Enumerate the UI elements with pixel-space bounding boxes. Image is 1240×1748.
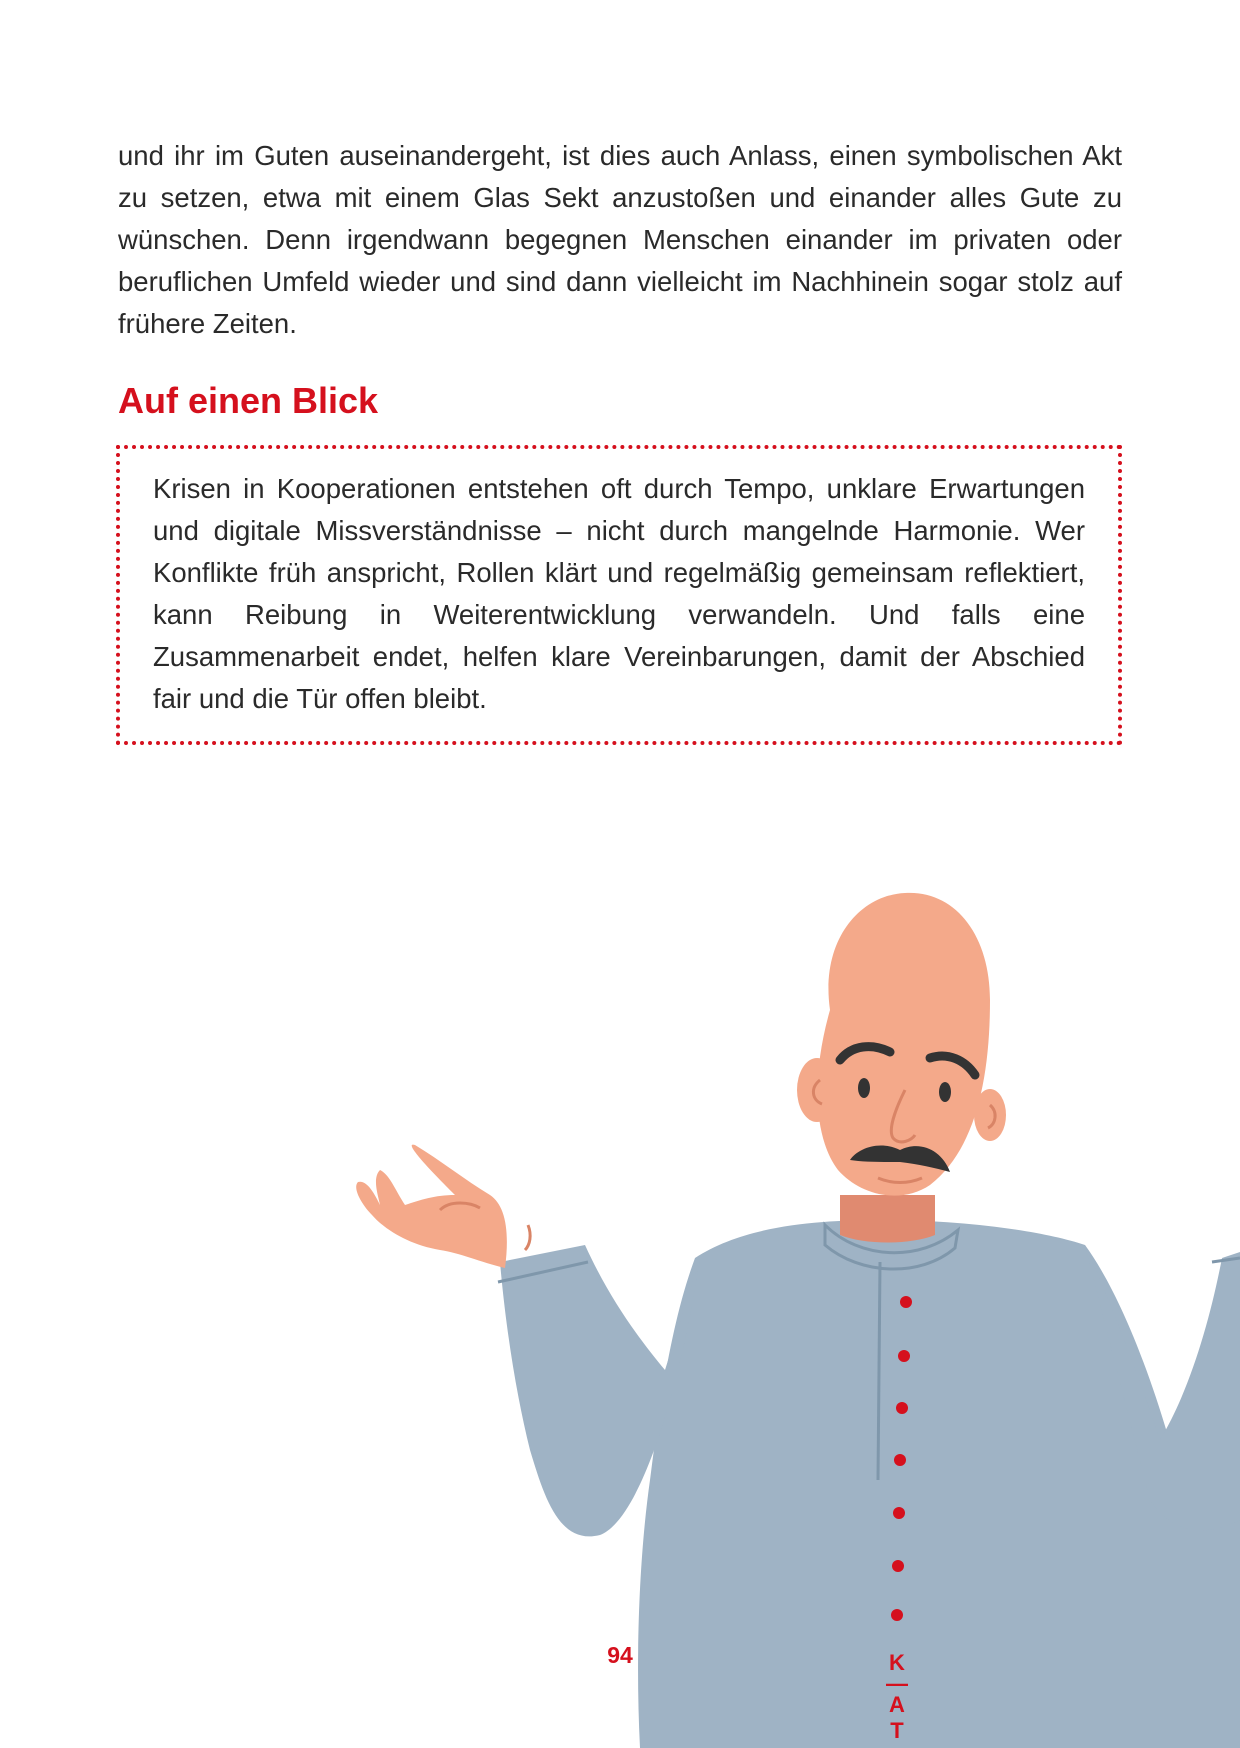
shirt-placket <box>878 1262 880 1480</box>
shirt-letters <box>884 1650 910 1744</box>
right-eye <box>939 1082 951 1102</box>
shirt-letter: — <box>886 1671 908 1696</box>
shirt-letter: K <box>889 1650 905 1675</box>
intro-paragraph: und ihr im Guten auseinandergeht, ist dies auch Anlass, einen symbolischen Akt zu setzen, etwa mit einem Glas Sekt anzustoßen und einander alles Gute zu wünschen. Denn irgendwann begegnen Menschen einander im privaten oder beruflichen Umfeld wieder und sind dann vielleicht im Nachhinein sogar stolz auf frühere Zeiten. <box>118 140 1122 339</box>
summary-text: Krisen in Kooperationen entstehen oft durch Tempo, unklare Erwartungen und digitale Missverständnisse – nicht durch mangelnde Harmonie. Wer Konflikte früh anspricht, Rollen klärt und regelmäßig gemeinsam reflektiert, kann Reibung in Weiterentwicklung verwandeln. Und falls eine Zusammenarbeit endet, helfen klare Vereinbarungen, damit der Abschied fair und die Tür offen bleibt. <box>153 473 1085 714</box>
left-eye <box>858 1078 870 1098</box>
left-ear <box>797 1058 837 1122</box>
right-ear <box>974 1089 1006 1141</box>
neck <box>840 1195 935 1243</box>
summary-heading: Auf einen Blick <box>118 380 379 421</box>
thumb-line <box>525 1225 530 1250</box>
page-number: 94 <box>607 1642 633 1668</box>
shirt-letter: T <box>890 1718 904 1743</box>
shirt-letter: A <box>889 1692 905 1717</box>
raised-hand <box>356 1145 507 1268</box>
